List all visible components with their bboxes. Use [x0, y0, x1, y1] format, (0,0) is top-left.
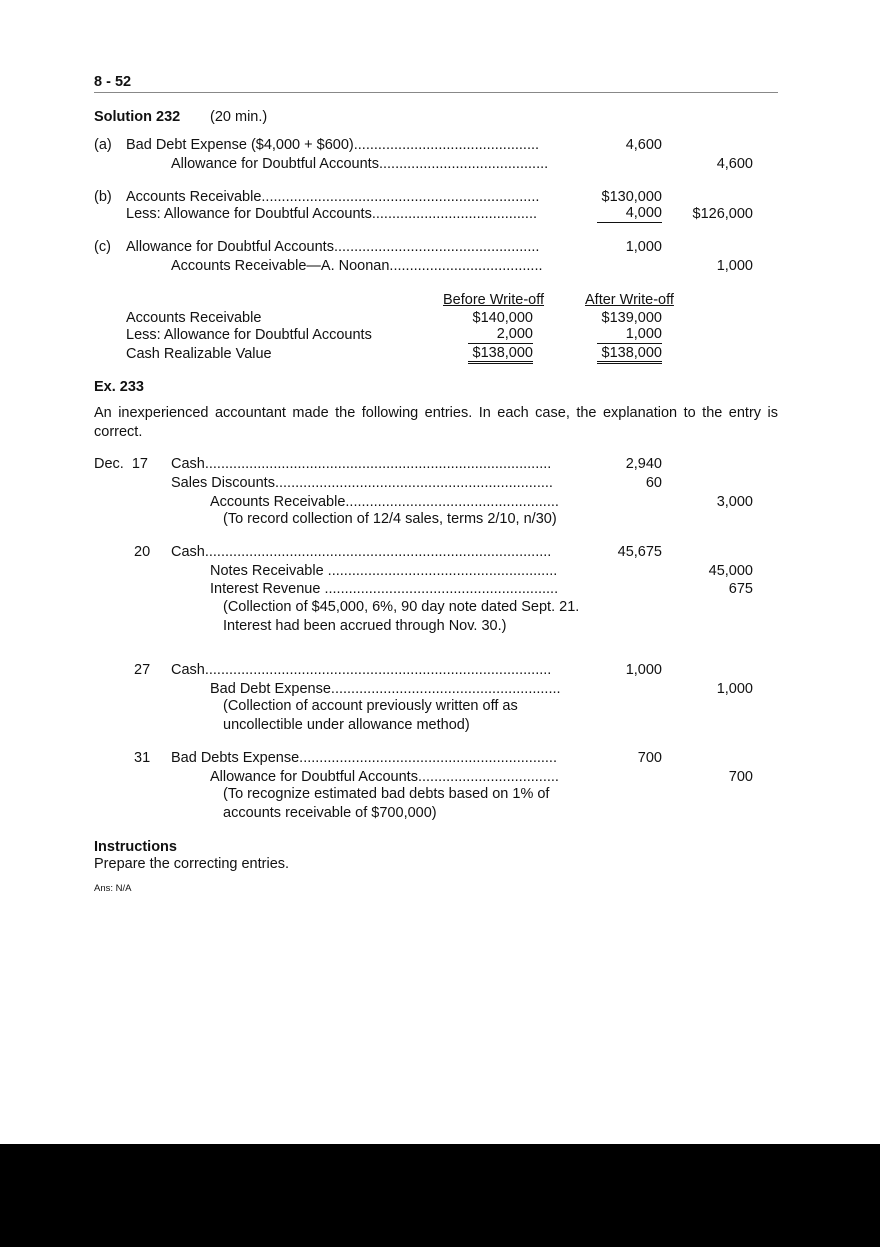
part-a-label: (a) — [94, 137, 112, 153]
page-number: 8 - 52 — [94, 74, 132, 90]
header-rule — [94, 92, 778, 93]
journal-account: Accounts Receivable—A. Noonan...................................... — [171, 258, 543, 274]
debit-amount: 1,000 — [625, 239, 662, 255]
entry-date: Dec. 17 — [94, 456, 148, 472]
credit-amount: 700 — [728, 769, 753, 785]
credit-amount: 1,000 — [716, 258, 753, 274]
entry-explanation: uncollectible under allowance method) — [223, 717, 470, 733]
instructions-text: Prepare the correcting entries. — [94, 856, 290, 872]
amount: $130,000 — [601, 189, 662, 205]
credit-amount: 675 — [728, 581, 753, 597]
after-value: 1,000 — [597, 326, 662, 344]
journal-account: Cash...................................................................................... — [171, 456, 552, 472]
entry-explanation: (Collection of account previously written off as — [223, 698, 518, 714]
debit-amount: 2,940 — [625, 456, 662, 472]
column-header-after: After Write-off — [585, 292, 674, 308]
entry-explanation: (To recognize estimated bad debts based on 1% of — [223, 786, 550, 802]
journal-account: Bad Debt Expense......................................................... — [210, 681, 561, 697]
before-value: $138,000 — [468, 345, 533, 364]
entry-date: 31 — [134, 750, 151, 766]
credit-amount: 3,000 — [716, 494, 753, 510]
row-label: Cash Realizable Value — [126, 346, 272, 362]
answer-note: Ans: N/A — [94, 883, 132, 894]
journal-account: Sales Discounts..................................................................... — [171, 475, 553, 491]
debit-amount: 700 — [637, 750, 662, 766]
instructions-title: Instructions — [94, 839, 177, 855]
row-label: Less: Allowance for Doubtful Accounts — [126, 327, 372, 343]
journal-account: Bad Debt Expense ($4,000 + $600).............................................. — [126, 137, 540, 153]
part-b-label: (b) — [94, 189, 112, 205]
part-c-label: (c) — [94, 239, 111, 255]
entry-explanation: (Collection of $45,000, 6%, 90 day note dated Sept. 21. — [223, 599, 580, 615]
journal-account: Bad Debts Expense................................................................ — [171, 750, 557, 766]
journal-account: Cash...................................................................................... — [171, 544, 552, 560]
exercise-intro: An inexperienced accountant made the following entries. In each case, the explanation to the entry is correct. — [94, 405, 778, 440]
credit-amount: 45,000 — [708, 563, 753, 579]
after-value: $138,000 — [597, 345, 662, 364]
column-header-before: Before Write-off — [443, 292, 545, 308]
debit-amount: 1,000 — [625, 662, 662, 678]
journal-account: Cash...................................................................................... — [171, 662, 552, 678]
debit-amount: 4,600 — [625, 137, 662, 153]
after-value: $139,000 — [601, 310, 662, 326]
journal-account: Allowance for Doubtful Accounts................................................... — [126, 239, 540, 255]
exercise-title: Ex. 233 — [94, 379, 144, 395]
journal-account: Accounts Receivable..................................................................... — [126, 189, 540, 205]
journal-account: Allowance for Doubtful Accounts................................... — [210, 769, 559, 785]
before-value: $140,000 — [472, 310, 533, 326]
total-amount: $126,000 — [692, 206, 753, 222]
debit-amount: 45,675 — [617, 544, 662, 560]
journal-account: Accounts Receivable..................................................... — [210, 494, 559, 510]
credit-amount: 4,600 — [716, 156, 753, 172]
solution-title: Solution 232 — [94, 109, 181, 125]
journal-account: Allowance for Doubtful Accounts.......................................... — [171, 156, 549, 172]
entry-explanation: Interest had been accrued through Nov. 30.) — [223, 618, 507, 634]
entry-explanation: accounts receivable of $700,000) — [223, 805, 437, 821]
entry-explanation: (To record collection of 12/4 sales, terms 2/10, n/30) — [223, 511, 557, 527]
solution-time: (20 min.) — [210, 109, 268, 125]
journal-account: Notes Receivable ......................................................... — [210, 563, 558, 579]
before-value: 2,000 — [468, 326, 533, 344]
journal-account: Less: Allowance for Doubtful Accounts......................................... — [126, 206, 538, 222]
debit-amount: 60 — [645, 475, 662, 491]
entry-date: 27 — [134, 662, 151, 678]
journal-account: Interest Revenue .......................................................... — [210, 581, 559, 597]
row-label: Accounts Receivable — [126, 310, 262, 326]
credit-amount: 1,000 — [716, 681, 753, 697]
entry-date: 20 — [134, 544, 151, 560]
amount: 4,000 — [597, 205, 662, 223]
